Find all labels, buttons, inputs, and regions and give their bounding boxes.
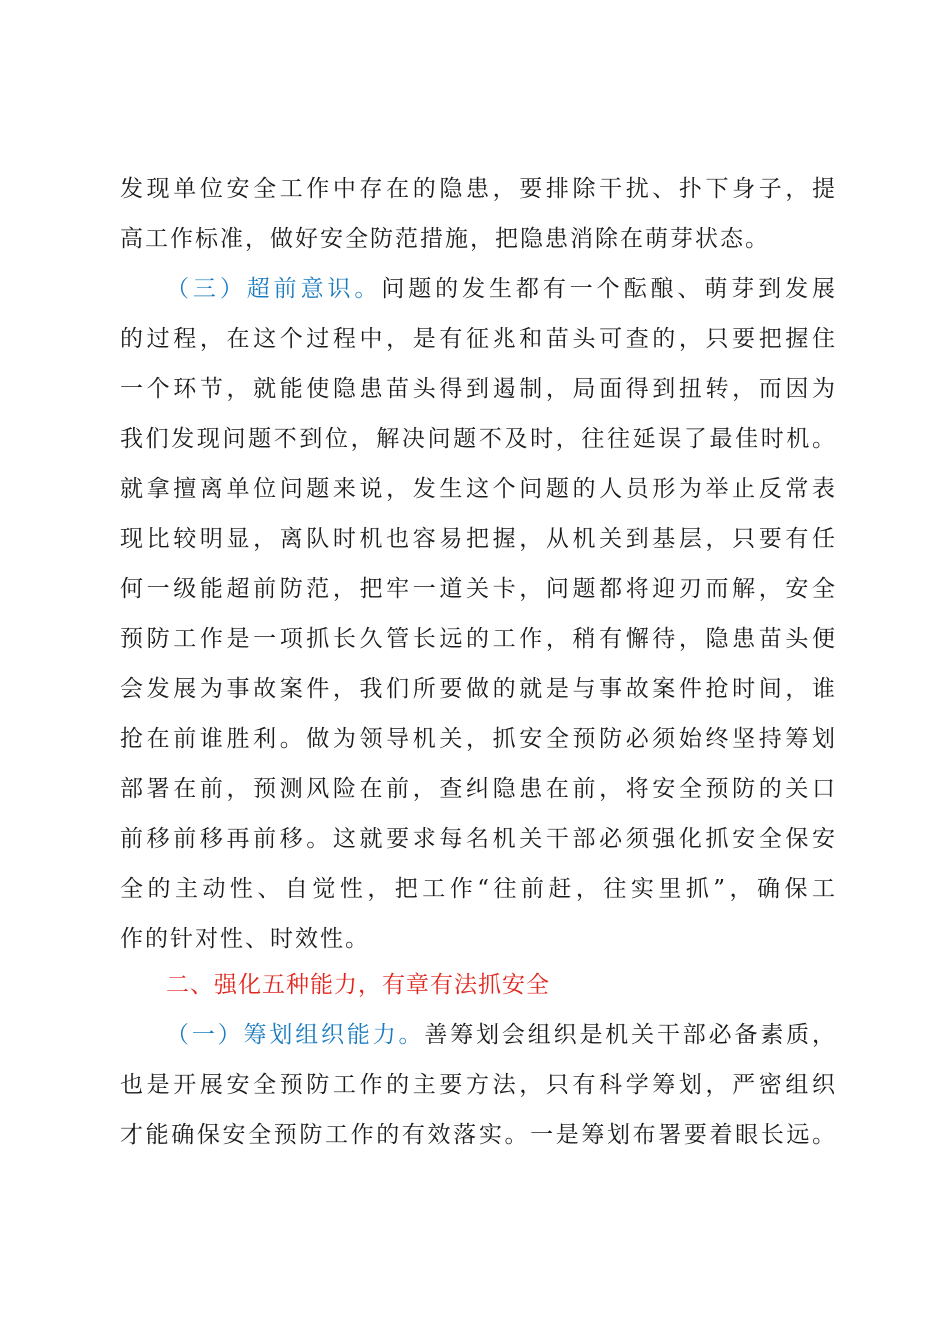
body-text-line: 作的针对性、时效性。 xyxy=(120,926,370,952)
body-text-line: 发现单位安全工作中存在的隐患，要排除干扰、扑下身子，提 xyxy=(120,176,835,202)
body-text-span: 善筹划会组织是机关干部必备素质， xyxy=(424,1022,836,1048)
body-text-line: 一个环节，就能使隐患苗头得到遏制，局面得到扭转，而因为 xyxy=(120,376,835,402)
body-text-line: 抢在前谁胜利。做为领导机关，抓安全预防必须始终坚持筹划 xyxy=(120,726,835,752)
section-heading: 二、强化五种能力，有章有法抓安全 xyxy=(166,972,550,998)
paragraph-first-line xyxy=(166,264,835,314)
body-text-line: 部署在前，预测风险在前，查纠隐患在前，将安全预防的关口 xyxy=(120,776,835,802)
body-text-line: 会发展为事故案件，我们所要做的就是与事故案件抢时间，谁 xyxy=(120,676,835,702)
paragraph-first-line xyxy=(166,1010,835,1060)
body-text-line: 何一级能超前防范，把牢一道关卡，问题都将迎刃而解，安全 xyxy=(120,576,835,602)
body-text-line: 我们发现问题不到位，解决问题不及时，往往延误了最佳时机。 xyxy=(120,426,835,452)
body-text-line: 也是开展安全预防工作的主要方法，只有科学筹划，严密组织 xyxy=(120,1072,835,1098)
body-text-line: 预防工作是一项抓长久管长远的工作，稍有懈待，隐患苗头便 xyxy=(120,626,835,652)
body-text-line: 才能确保安全预防工作的有效落实。一是筹划布署要着眼长远。 xyxy=(120,1122,835,1148)
subheading-foresight: （三）超前意识。 xyxy=(166,276,382,302)
body-text-span: 问题的发生都有一个酝酿、萌芽到发展 xyxy=(381,276,836,302)
body-text-line: 前移前移再前移。这就要求每名机关干部必须强化抓安全保安 xyxy=(120,826,835,852)
body-text-line: 就拿擅离单位问题来说，发生这个问题的人员形为举止反常表 xyxy=(120,476,835,502)
body-text-line: 全的主动性、自觉性，把工作“往前赶，往实里抓”，确保工 xyxy=(120,876,835,902)
body-text-line: 现比较明显，离队时机也容易把握，从机关到基层，只要有任 xyxy=(120,526,835,552)
subheading-planning: （一）筹划组织能力。 xyxy=(166,1022,425,1048)
body-text-line: 高工作标准，做好安全防范措施，把隐患消除在萌芽状态。 xyxy=(120,226,770,252)
body-text-line: 的过程，在这个过程中，是有征兆和苗头可查的，只要把握住 xyxy=(120,326,835,352)
